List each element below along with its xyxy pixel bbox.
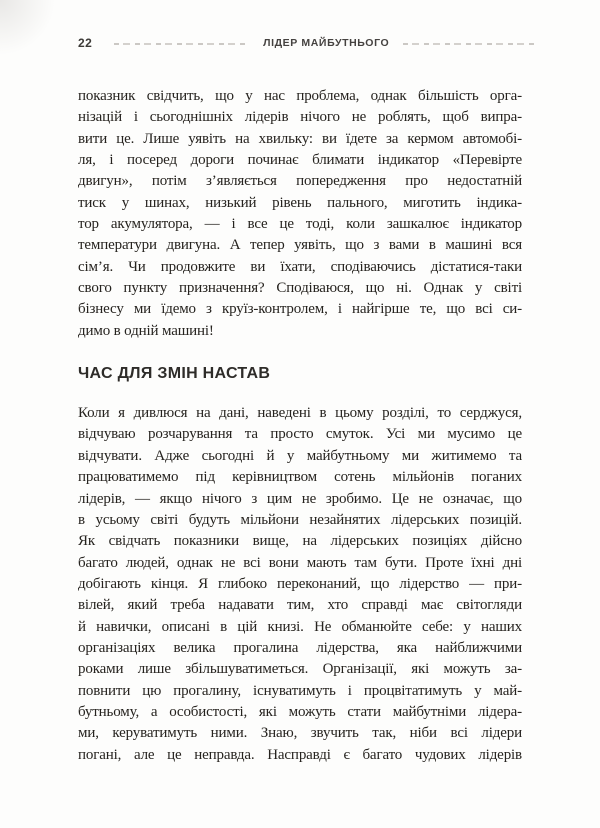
text-line: Як свідчать показники вище, на лідерських позиціях дійсно — [78, 533, 522, 550]
text-line: відчуваю розчарування та просто смуток. Усі ми мусимо це — [78, 426, 522, 443]
text-line: тиск у шинах, низький рівень пального, миготить індика- — [78, 194, 522, 211]
running-header — [78, 36, 538, 50]
running-header-title: ЛІДЕР МАЙБУТНЬОГО — [263, 37, 390, 49]
text-line: нізацій і сьогоднішніх лідерів нічого не роблять, щоб випра- — [78, 109, 522, 126]
text-line: димо в одній машині! — [78, 322, 214, 339]
header-rule-right — [403, 43, 538, 45]
text-line: лідерів, — якщо нічого з цим не зробимо. Це не означає, що — [78, 490, 522, 507]
text-line: двигун», потім з’являється попередження про недостатній — [78, 173, 522, 190]
text-line: відчувати. Адже сьогодні й у майбутньому ми житимемо та — [78, 447, 522, 464]
body-paragraph-after-heading — [78, 403, 522, 766]
text-line: працюватимемо під керівництвом сотень мільйонів поганих — [78, 469, 522, 486]
text-line: свого пункту призначення? Сподіваюся, що ні. Однак у світі — [78, 280, 522, 297]
text-line: тор акумулятора, — і все це тоді, коли зашкалює індикатор — [78, 216, 522, 233]
text-line: багато людей, однак не всі вони мають там бути. Проте їхні дні — [78, 554, 522, 571]
text-line: в усьому світі будуть мільйони незайнятих лідерських позицій. — [78, 511, 522, 528]
text-line: роками лише збільшуватиметься. Організації, які можуть за- — [78, 661, 522, 678]
text-block — [78, 86, 522, 766]
text-line: показник свідчить, що у нас проблема, однак більшість орга- — [78, 88, 522, 104]
section-heading: ЧАС ДЛЯ ЗМІН НАСТАВ — [78, 365, 271, 383]
text-line: бізнесу ми їдемо з круїз-контролем, і найгірше те, що всі си- — [78, 301, 522, 318]
text-line: організаціях велика прогалина лідерства, яка найближчими — [78, 639, 522, 656]
body-paragraph-before-heading — [78, 86, 522, 342]
text-line: бутньому, а особистості, які можуть стати майбутніми лідера- — [78, 703, 522, 720]
text-line: й навички, описані в цій книзі. Не обманюйте себе: у наших — [78, 618, 522, 635]
text-line: повнити цю прогалину, існуватимуть і процвітатимуть у май- — [78, 682, 522, 699]
header-rule-left — [114, 43, 249, 45]
text-line: ми, керуватимуть ними. Знаю, звучить так, ніби всі лідери — [78, 725, 522, 742]
text-line: добігають кінця. Я глибоко переконаний, що лідерство — при- — [78, 575, 522, 592]
text-line: вити це. Лише уявіть на хвильку: ви їдете за кермом автомобі- — [78, 130, 522, 147]
text-line: погані, але це неправда. Насправді є багато чудових лідерів — [78, 746, 522, 763]
text-line: сім’я. Чи продовжите ви їхати, сподіваючись дістатися-таки — [78, 258, 522, 275]
text-line: вілей, який треба надавати тим, хто справді має світогляди — [78, 597, 522, 614]
text-line: ля, і посеред дороги починає блимати індикатор «Перевірте — [78, 152, 522, 169]
page-number: 22 — [78, 36, 93, 50]
text-line: Коли я дивлюся на дані, наведені в цьому розділі, то серджуся, — [78, 405, 522, 422]
text-line: температури двигуна. А тепер уявіть, що з вами в машині вся — [78, 237, 522, 254]
